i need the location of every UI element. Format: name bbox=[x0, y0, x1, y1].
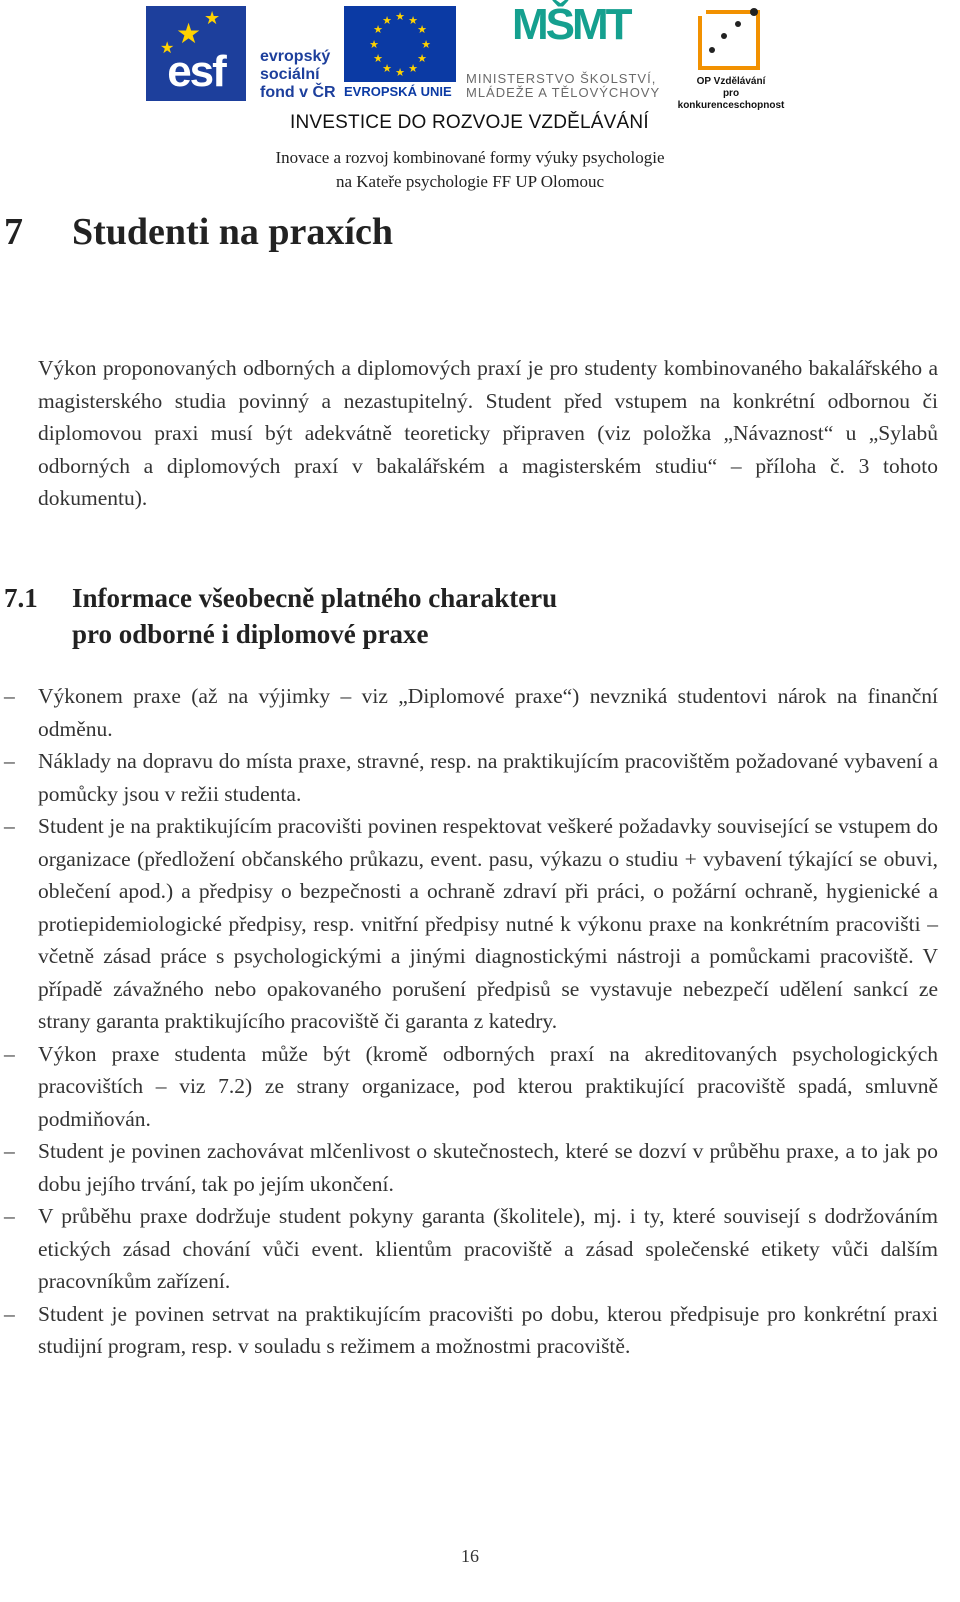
svg-text:★: ★ bbox=[408, 14, 418, 27]
dash-marker: – bbox=[4, 1041, 15, 1066]
chapter-title: Studenti na praxích bbox=[72, 211, 393, 253]
eu-stars-icon bbox=[366, 10, 434, 78]
dash-marker: – bbox=[4, 814, 15, 838]
list-item bbox=[4, 745, 938, 810]
section-heading bbox=[4, 580, 772, 652]
dash-marker: – bbox=[4, 1301, 15, 1326]
svg-text:★: ★ bbox=[369, 38, 379, 51]
svg-text:★: ★ bbox=[382, 14, 392, 27]
msmt-caption-line: MINISTERSTVO ŠKOLSTVÍ, bbox=[466, 71, 657, 86]
list-item-text: V průběhu praxe dodržuje student pokyny garanta (školitele), mj. i ty, které souvisejí s dodržováním etických zásad chování vůči event. klientům pracoviště a zásad společenské etikety vůči dalším pracovníkům zařízení. bbox=[38, 1204, 938, 1293]
svg-text:★: ★ bbox=[408, 62, 418, 75]
list-item bbox=[4, 1200, 938, 1298]
dash-marker: – bbox=[4, 1204, 15, 1228]
op-vzdelavani-logo-icon bbox=[694, 6, 768, 72]
list-item bbox=[4, 680, 938, 745]
msmt-caption-line: MLÁDEŽE A TĚLOVÝCHOVY bbox=[466, 85, 661, 100]
list-item bbox=[4, 810, 938, 1038]
svg-text:★: ★ bbox=[421, 38, 431, 51]
section-title-line: Informace všeobecně platného charakteru bbox=[72, 583, 558, 613]
op-caption bbox=[670, 76, 792, 112]
program-title: INVESTICE DO ROZVOJE VZDĚLÁVÁNÍ bbox=[290, 112, 649, 133]
esf-logo bbox=[146, 6, 246, 101]
list-item-text: Náklady na dopravu do místa praxe, stravné, resp. na praktikujícím pracovištěm požadované vybavení a pomůcky jsou v režii studenta. bbox=[38, 749, 938, 806]
chapter-number: 7 bbox=[4, 211, 23, 253]
page-number: 16 bbox=[461, 1546, 479, 1566]
esf-caption-line: sociální bbox=[260, 66, 320, 83]
svg-text:★: ★ bbox=[417, 52, 427, 65]
esf-star-icon: ★ bbox=[204, 8, 221, 29]
list-item bbox=[4, 1135, 938, 1200]
esf-logo-text: esf bbox=[167, 47, 225, 96]
msmt-caption bbox=[466, 72, 660, 100]
esf-caption bbox=[260, 48, 336, 102]
svg-text:★: ★ bbox=[395, 10, 405, 23]
esf-caption-line: fond v ČR bbox=[260, 84, 336, 101]
rules-list bbox=[4, 680, 938, 1363]
logo-bar bbox=[0, 0, 960, 110]
dash-marker: – bbox=[4, 749, 15, 773]
list-item bbox=[4, 1038, 938, 1136]
svg-text:★: ★ bbox=[373, 52, 383, 65]
chapter-heading bbox=[4, 210, 393, 254]
op-caption-line: pro konkurenceschopnost bbox=[677, 88, 785, 111]
section-title-line: pro odborné i diplomové praxe bbox=[72, 619, 429, 649]
esf-star-icon: ★ bbox=[176, 17, 202, 50]
eu-flag-logo bbox=[344, 6, 456, 82]
list-item bbox=[4, 1298, 938, 1363]
section-title bbox=[72, 580, 772, 652]
svg-text:★: ★ bbox=[382, 62, 392, 75]
subtitle-line: Inovace a rozvoj kombinované formy výuky psychologie bbox=[275, 148, 665, 167]
dash-marker: – bbox=[4, 684, 15, 708]
project-subtitle bbox=[200, 146, 740, 194]
intro-paragraph: Výkon proponovaných odborných a diplomových praxí je pro studenty kombinovaného bakalářského a magisterského studia povinný a nezastupitelný. Student před vstupem na konkrétní odbornou či diplomovou praxi musí být adekvátně teoreticky připraven (viz položka „Návaznost“ u „Sylabů odborných a diplomových praxí v bakalářském a magisterském studiu“ – příloha č. 3 tohoto dokumentu). bbox=[38, 356, 938, 510]
section-number: 7.1 bbox=[4, 583, 38, 613]
esf-star-icon: ★ bbox=[160, 38, 175, 57]
subtitle-line: na Kateře psychologie FF UP Olomouc bbox=[335, 172, 605, 191]
op-caption-line: OP Vzdělávání bbox=[696, 76, 766, 87]
list-item-text: Student je povinen setrvat na praktikujícím pracovišti po dobu, kterou předpisuje pro konkrétní praxi studijní program, resp. v souladu s režimem a možnostmi pracoviště. bbox=[38, 1301, 938, 1358]
list-item-text: Student je povinen zachovávat mlčenlivost o skutečnostech, které se dozví v průběhu praxe, a to jak po dobu jejího trvání, tak po jejím ukončení. bbox=[38, 1139, 938, 1196]
svg-text:★: ★ bbox=[395, 66, 405, 78]
list-item-text: Výkonem praxe (až na výjimky – viz „Diplomové praxe“) nevzniká studentovi nárok na finanční odměnu. bbox=[38, 684, 938, 741]
dash-marker: – bbox=[4, 1139, 15, 1163]
list-item-text: Student je na praktikujícím pracovišti povinen respektovat veškeré požadavky související se vstupem do organizace (předložení občanského průkazu, event. pasu, výkazu o studiu + vybavení týkající se obuvi, oblečení apod.) a předpisy o bezpečnosti a ochraně zdraví při práci, o požární ochraně, hygienické a protiepidemiologické předpisy, resp. vnitřní předpisy nutné k výkonu praxe na konkrétním pracovišti – včetně zásad práce s psychologickými a jinými diagnostickými nástroji a pomůckami pracoviště. V případě závažného nebo opakovaného porušení předpisů se vystavuje nebezpečí udělení sankcí ze strany garanta praktikujícího pracoviště či garanta z katedry. bbox=[38, 814, 938, 1033]
esf-caption-line: evropský bbox=[260, 48, 331, 65]
eu-caption: EVROPSKÁ UNIE bbox=[344, 84, 452, 99]
list-item-text: Výkon praxe studenta může být (kromě odborných praxí na akreditovaných psychologických pracovištích – viz 7.2) ze strany organizace, pod kterou praktikující pracoviště spadá, smluvně podmiňován. bbox=[38, 1041, 938, 1131]
msmt-logo: MŠMT bbox=[512, 0, 630, 49]
svg-text:★: ★ bbox=[373, 23, 383, 36]
svg-text:★: ★ bbox=[417, 23, 427, 36]
